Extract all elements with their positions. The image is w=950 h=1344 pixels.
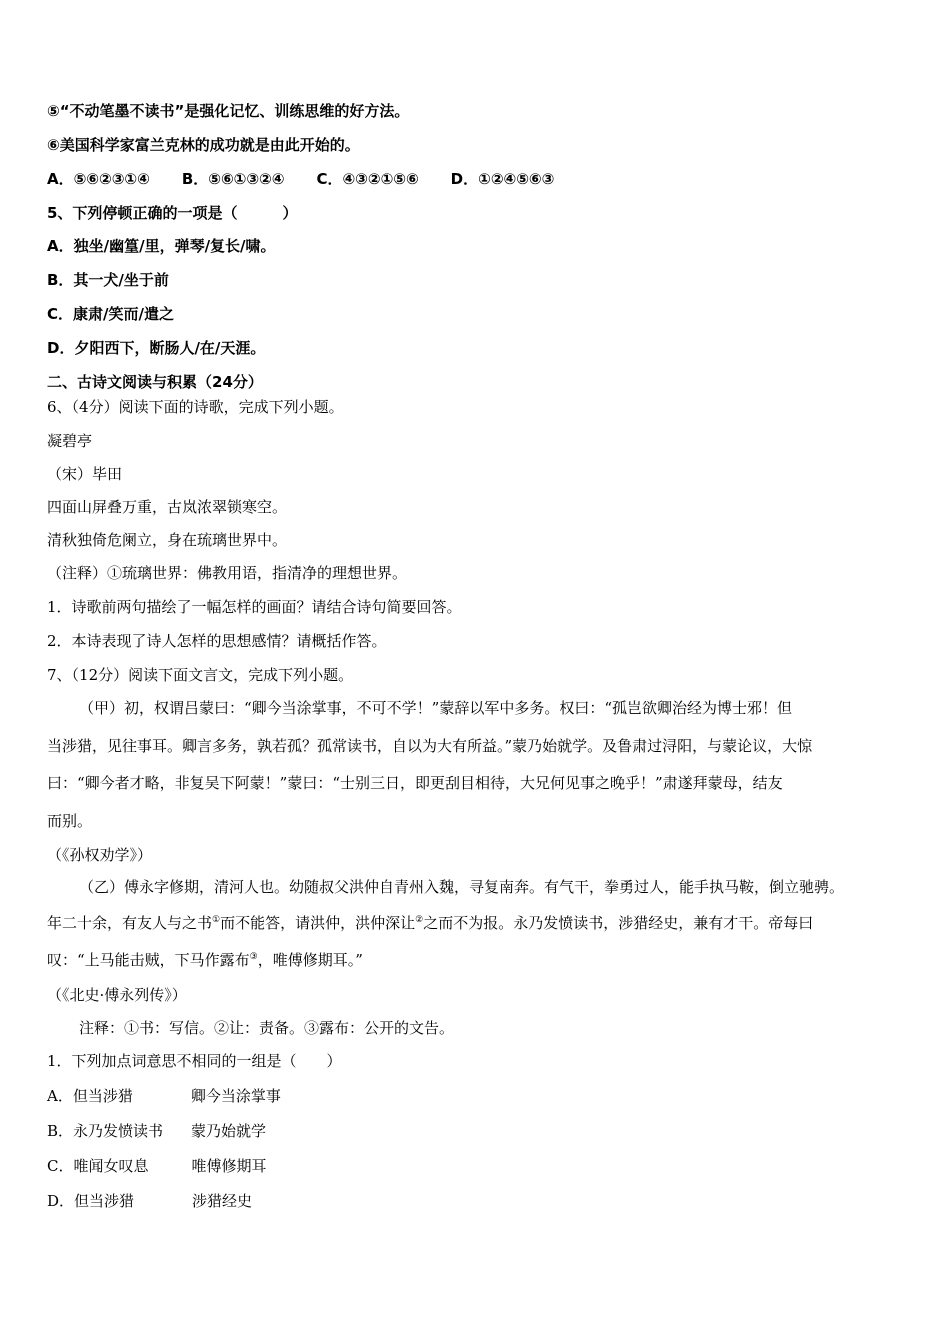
q7-stem: 7、（12分）阅读下面文言文，完成下列小题。 bbox=[47, 666, 354, 684]
passage-yi-notes: 注释：①书：写信。②让：责备。③露布：公开的文告。 bbox=[79, 1019, 455, 1037]
q4-option-c[interactable]: C．④③②①⑤⑥ bbox=[316, 170, 419, 188]
q4-option-d[interactable]: D．①②④⑤⑥③ bbox=[450, 170, 555, 188]
passage-yi-line-1: （乙）傅永字修期，清河人也。幼随叔父洪仲自青州入魏，寻复南奔。有气干，拳勇过人，能手执马鞍，倒立驰骋。 bbox=[79, 878, 845, 896]
passage-yi-line-3: 叹：“上马能击贼，下马作露布③，唯傅修期耳。” bbox=[47, 951, 363, 969]
passage-jia-line-4: 而别。 bbox=[47, 812, 93, 830]
q7-sub-1-option-a[interactable]: A．但当涉猎 卿今当涂掌事 bbox=[47, 1087, 281, 1105]
footnote-2-mark: ② bbox=[415, 915, 424, 925]
q5-option-d[interactable]: D．夕阳西下，断肠人/在/天涯。 bbox=[47, 339, 266, 357]
q4-option-b[interactable]: B．⑤⑥①③②④ bbox=[181, 170, 285, 188]
passage-yi-source: （《北史·傅永列传》） bbox=[47, 986, 187, 1004]
q6-sub-2: 2．本诗表现了诗人怎样的思想感情？请概括作答。 bbox=[47, 632, 387, 650]
section-2-heading: 二、古诗文阅读与积累（24分） bbox=[47, 373, 263, 391]
q7-sub-1-option-c[interactable]: C．唯闻女叹息 唯傅修期耳 bbox=[47, 1157, 267, 1175]
q5-option-c[interactable]: C．康肃/笑而/遣之 bbox=[47, 305, 174, 323]
q6-stem: 6、（4分）阅读下面的诗歌，完成下列小题。 bbox=[47, 398, 344, 416]
footnote-1-mark: ① bbox=[212, 915, 221, 925]
poem-note: （注释）①琉璃世界：佛教用语，指清净的理想世界。 bbox=[47, 564, 408, 582]
poem-line-2: 清秋独倚危阑立，身在琉璃世界中。 bbox=[47, 531, 288, 549]
poem-line-1: 四面山屏叠万重，古岚浓翠锁寒空。 bbox=[47, 498, 288, 516]
q4-item-5: ⑤“不动笔墨不读书”是强化记忆、训练思维的好方法。 bbox=[47, 102, 410, 120]
q5-option-a[interactable]: A．独坐/幽篁/里，弹琴/复长/啸。 bbox=[47, 237, 276, 255]
q6-sub-1: 1．诗歌前两句描绘了一幅怎样的画面？请结合诗句简要回答。 bbox=[47, 598, 462, 616]
passage-jia-source: （《孙权劝学》） bbox=[47, 846, 153, 864]
q7-sub-1-option-b[interactable]: B．永乃发愤读书 蒙乃始就学 bbox=[47, 1122, 267, 1140]
q7-sub-1-stem: 1．下列加点词意思不相同的一组是（ ） bbox=[47, 1052, 342, 1070]
q5-option-b[interactable]: B．其一犬/坐于前 bbox=[47, 271, 169, 289]
passage-jia-line-3: 曰：“卿今者才略，非复吴下阿蒙！”蒙曰：“士别三日，即更刮目相待，大兄何见事之晚乎！”肃遂拜蒙母，结友 bbox=[47, 774, 783, 792]
footnote-3-mark: ③ bbox=[249, 952, 258, 962]
poem-title: 凝碧亭 bbox=[47, 432, 93, 450]
q4-option-a[interactable]: A．⑤⑥②③①④ bbox=[47, 170, 150, 188]
passage-jia-line-1: （甲）初，权谓吕蒙曰：“卿今当涂掌事，不可不学！”蒙辞以军中多务。权曰：“孤岂欲卿治经为博士邪！但 bbox=[79, 699, 793, 717]
passage-jia-line-2: 当涉猎，见往事耳。卿言多务，孰若孤？孤常读书，自以为大有所益。”蒙乃始就学。及鲁肃过浔阳，与蒙论议，大惊 bbox=[47, 737, 813, 755]
q4-item-6: ⑥美国科学家富兰克林的成功就是由此开始的。 bbox=[47, 136, 360, 154]
q7-sub-1-option-d[interactable]: D．但当涉猎 涉猎经史 bbox=[47, 1192, 253, 1210]
q4-options bbox=[47, 169, 920, 189]
q5-stem: 5、下列停顿正确的一项是（ ） bbox=[47, 204, 298, 222]
poem-author: （宋）毕田 bbox=[47, 465, 123, 483]
passage-yi-line-2: 年二十余，有友人与之书①而不能答，请洪仲，洪仲深让②之而不为报。永乃发愤读书，涉猎经史，兼有才干。帝每曰 bbox=[47, 914, 814, 932]
